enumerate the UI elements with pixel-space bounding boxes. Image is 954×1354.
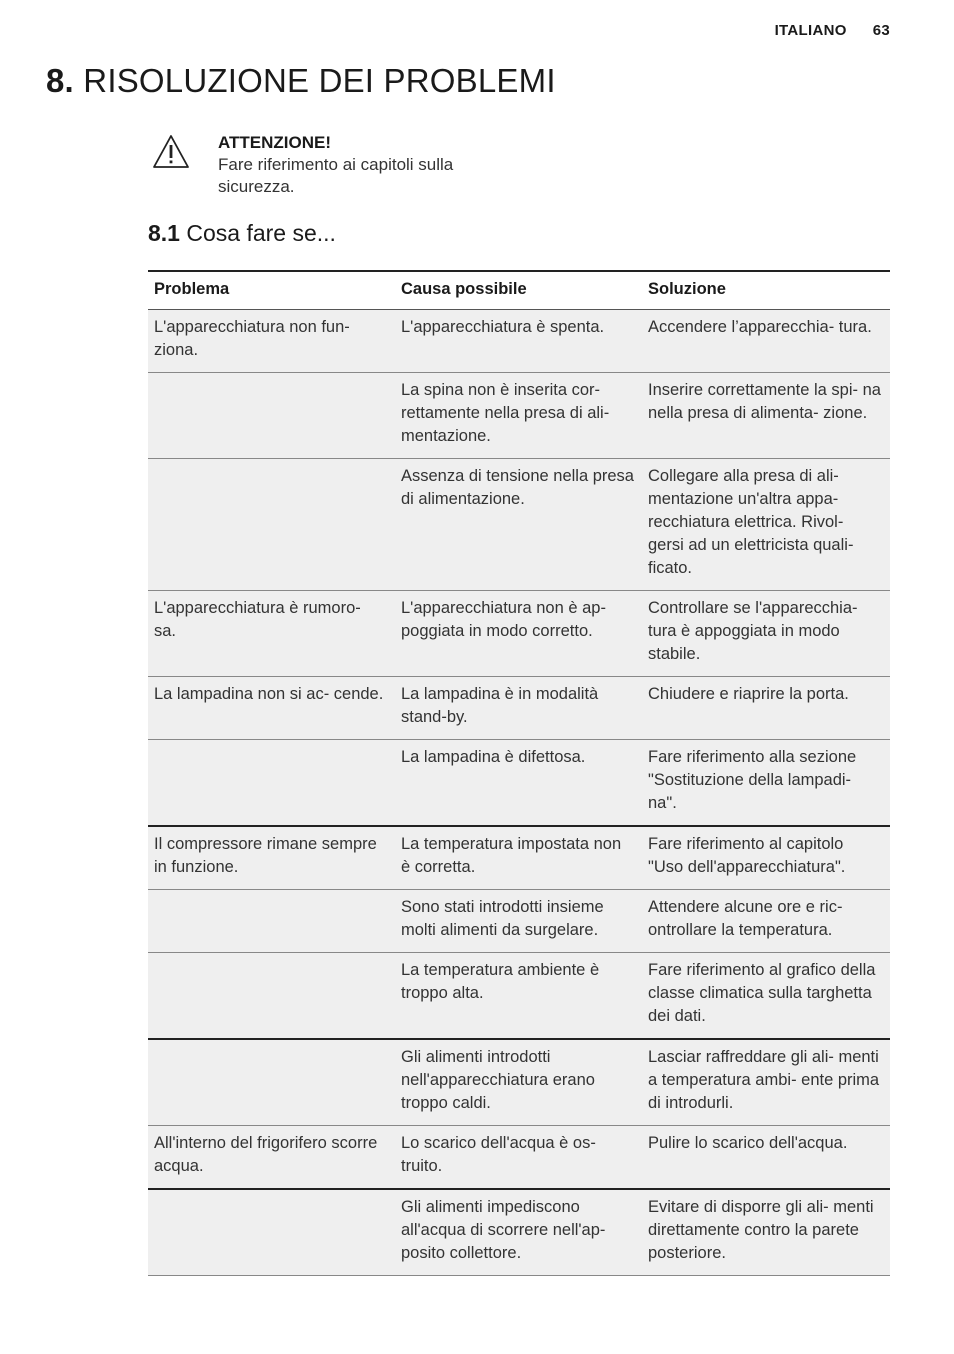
table-row <box>148 740 890 827</box>
cell-solution: Accendere l’apparecchia- tura. <box>642 310 890 373</box>
cell-solution: Collegare alla presa di ali- mentazione un'altra appa- recchiatura elettrica. Rivol- gersi ad un elettricista quali- ficato. <box>642 459 890 591</box>
table-row <box>148 1126 890 1190</box>
cell-cause: Gli alimenti introdotti nell'apparecchiatura erano troppo caldi. <box>395 1039 642 1126</box>
cell-cause: Sono stati introdotti insieme molti alimenti da surgelare. <box>395 890 642 953</box>
header-solution: Soluzione <box>642 271 890 310</box>
cell-cause: Lo scarico dell'acqua è os- truito. <box>395 1126 642 1190</box>
cell-solution: Attendere alcune ore e ric- ontrollare la temperatura. <box>642 890 890 953</box>
cell-cause: La spina non è inserita cor- rettamente nella presa di ali- mentazione. <box>395 373 642 459</box>
table-row <box>148 1039 890 1126</box>
table-row <box>148 677 890 740</box>
cell-problem: L'apparecchiatura è rumoro- sa. <box>148 591 395 677</box>
warning-box <box>152 132 458 198</box>
cell-problem <box>148 740 395 827</box>
cell-problem <box>148 373 395 459</box>
header-page-number: 63 <box>872 22 890 39</box>
cell-cause: L'apparecchiatura è spenta. <box>395 310 642 373</box>
table-row <box>148 1189 890 1276</box>
section-text: Cosa fare se... <box>186 220 336 246</box>
table-row <box>148 310 890 373</box>
cell-cause: Assenza di tensione nella presa di alimentazione. <box>395 459 642 591</box>
table-row <box>148 826 890 890</box>
cell-problem <box>148 953 395 1040</box>
cell-problem <box>148 890 395 953</box>
section-number: 8.1 <box>148 220 180 246</box>
cell-cause: La temperatura ambiente è troppo alta. <box>395 953 642 1040</box>
cell-problem <box>148 1039 395 1126</box>
page-title-number: 8. <box>46 62 74 99</box>
cell-problem <box>148 1189 395 1276</box>
cell-problem: All'interno del frigorifero scorre acqua. <box>148 1126 395 1190</box>
table-row <box>148 890 890 953</box>
page-title <box>46 62 556 100</box>
cell-problem: Il compressore rimane sempre in funzione. <box>148 826 395 890</box>
page-title-text: RISOLUZIONE DEI PROBLEMI <box>83 62 556 99</box>
cell-cause: La lampadina è difettosa. <box>395 740 642 827</box>
page-header <box>775 22 890 39</box>
section-title <box>148 220 336 247</box>
cell-solution: Evitare di disporre gli ali- menti direttamente contro la parete posteriore. <box>642 1189 890 1276</box>
table-row <box>148 591 890 677</box>
cell-solution: Controllare se l'apparecchia- tura è appoggiata in modo stabile. <box>642 591 890 677</box>
header-cause: Causa possibile <box>395 271 642 310</box>
table-row <box>148 953 890 1040</box>
cell-solution: Pulire lo scarico dell'acqua. <box>642 1126 890 1190</box>
cell-problem: L'apparecchiatura non fun- ziona. <box>148 310 395 373</box>
cell-solution: Chiudere e riaprire la porta. <box>642 677 890 740</box>
warning-triangle-icon <box>152 134 190 170</box>
warning-title: ATTENZIONE! <box>218 133 332 152</box>
troubleshooting-table <box>148 270 890 1276</box>
table-row <box>148 459 890 591</box>
header-language: ITALIANO <box>774 22 847 39</box>
cell-cause: La lampadina è in modalità stand-by. <box>395 677 642 740</box>
table-row <box>148 373 890 459</box>
cell-cause: L'apparecchiatura non è ap- poggiata in modo corretto. <box>395 591 642 677</box>
cell-solution: Inserire correttamente la spi- na nella presa di alimenta- zione. <box>642 373 890 459</box>
table-header-row <box>148 271 890 310</box>
warning-message: Fare riferimento ai capitoli sulla sicurezza. <box>218 155 454 196</box>
cell-solution: Fare riferimento alla sezione "Sostituzione della lampadi- na". <box>642 740 890 827</box>
cell-problem: La lampadina non si ac- cende. <box>148 677 395 740</box>
cell-problem <box>148 459 395 591</box>
cell-solution: Fare riferimento al capitolo "Uso dell'apparecchiatura". <box>642 826 890 890</box>
warning-text-block <box>218 132 458 198</box>
cell-solution: Fare riferimento al grafico della classe climatica sulla targhetta dei dati. <box>642 953 890 1040</box>
header-problem: Problema <box>148 271 395 310</box>
cell-cause: Gli alimenti impediscono all'acqua di scorrere nell'ap- posito collettore. <box>395 1189 642 1276</box>
cell-solution: Lasciar raffreddare gli ali- menti a temperatura ambi- ente prima di introdurli. <box>642 1039 890 1126</box>
cell-cause: La temperatura impostata non è corretta. <box>395 826 642 890</box>
